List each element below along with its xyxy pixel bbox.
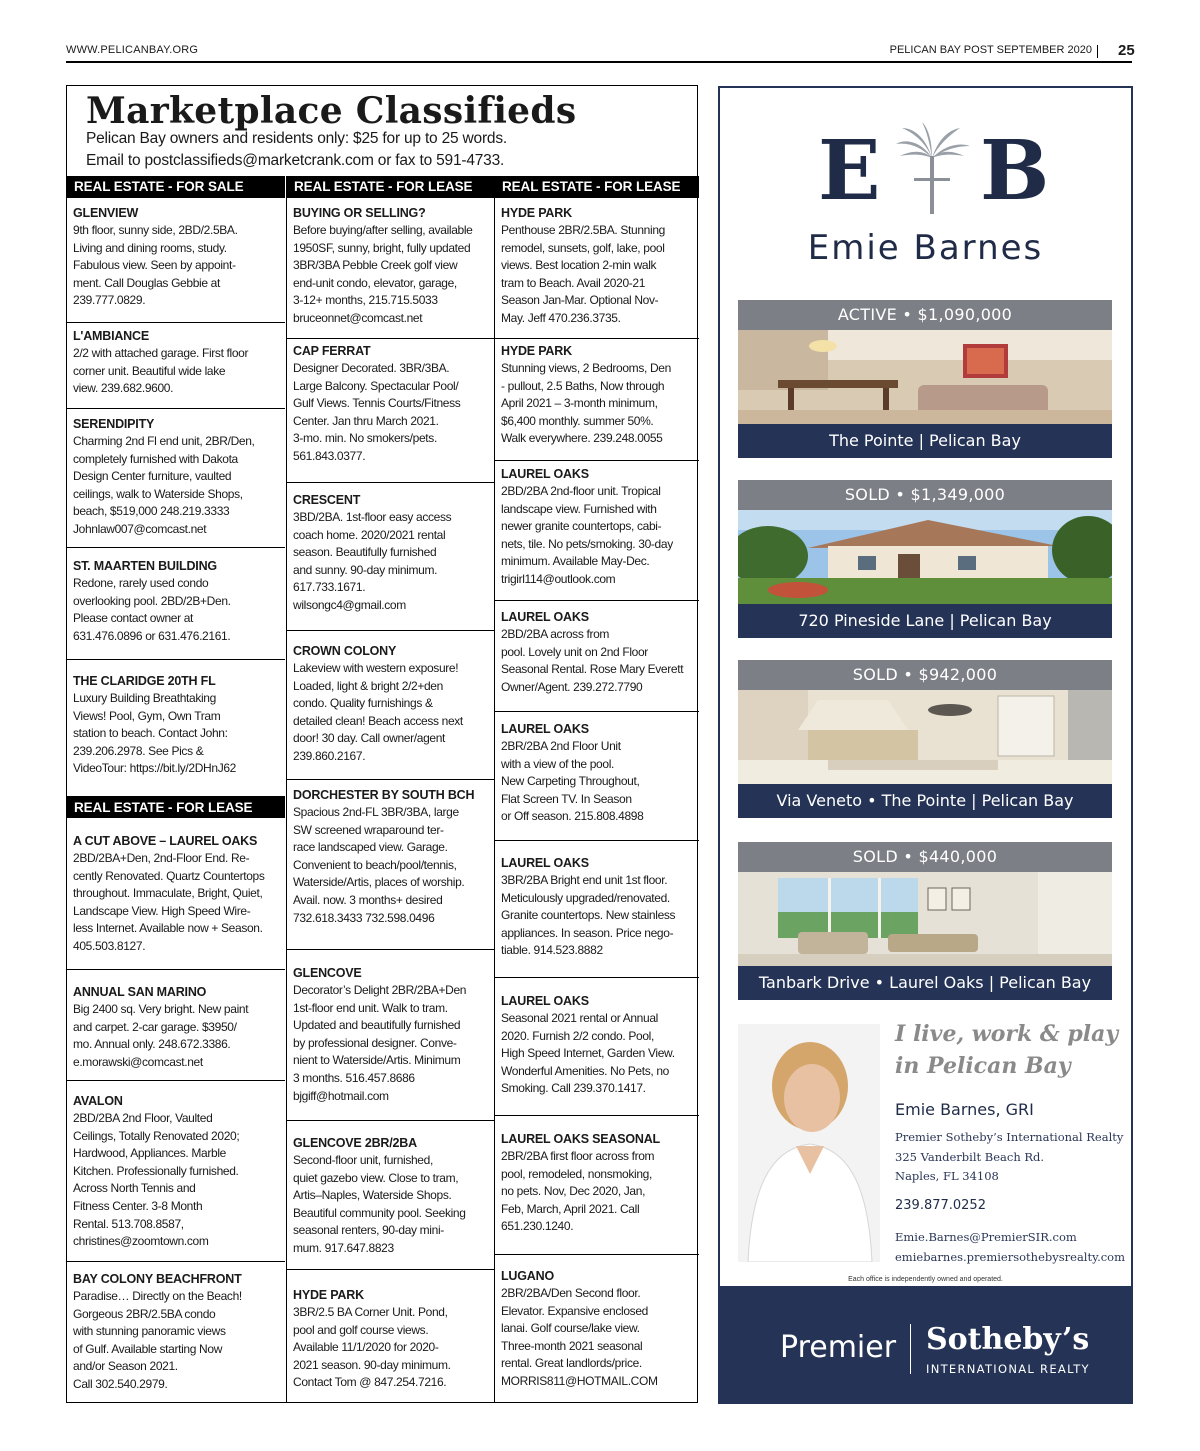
ad-title: LAUREL OAKS	[501, 467, 589, 481]
ad-body: Luxury Building Breathtaking Views! Pool, Gym, Own Tram station to beach. Contact John: 239.206.2978. See Pics & VideoTour: https://bit.ly/2DHnJ62	[73, 691, 236, 776]
ad-body: 3BR/2BA Bright end unit 1st floor. Meticulously upgraded/renovated. Granite countertops. New stainless appliances. In season. Price nego- tiable. 914.523.8882	[501, 873, 676, 958]
ad-body: Paradise… Directly on the Beach! Gorgeous 2BR/2.5BA condo with stunning panoramic views of Gulf. Available starting Now and/or Season 2021. Call 302.540.2979.	[73, 1289, 242, 1391]
listing-caption: The Pointe | Pelican Bay	[738, 424, 1112, 458]
ad-body: 9th floor, sunny side, 2BD/2.5BA. Living and dining rooms, study. Fabulous view. Seen by appoint- ment. Call Douglas Gebbie at 239.777.0829.	[73, 223, 238, 308]
ad-body: 2BR/2BA/Den Second floor. Elevator. Expansive enclosed lanai. Golf course/lake view. Three-month 2021 seasonal rental. Great landlords/price. MORRIS811@HOTMAIL.COM	[501, 1286, 658, 1388]
agent-address-city: Naples, FL 34108	[895, 1169, 999, 1183]
listing-card	[738, 300, 1112, 458]
ad-body: 2BD/2BA+Den, 2nd-Floor End. Re- cently Renovated. Quartz Countertops throughout. Immaculate, Bright, Quiet, Landscape View. High Speed Wire- less Internet. Available now + Season. 405.503.8127.	[73, 851, 265, 953]
lanai-photo	[738, 872, 1112, 966]
ad-body: Charming 2nd Fl end unit, 2BR/Den, completely furnished with Dakota Design Center furniture, vaulted ceilings, walk to Waterside Shops, beach, $519,000 248.219.3333 Johnlaw007@comcast.net	[73, 434, 255, 536]
classified-ad	[495, 1269, 699, 1391]
agent-phone: 239.877.0252	[895, 1198, 986, 1213]
classified-ad	[495, 206, 699, 328]
ad-title: CRESCENT	[293, 493, 361, 507]
ad-title: HYDE PARK	[501, 344, 572, 358]
ad-divider	[287, 482, 494, 483]
living-room-photo	[738, 330, 1112, 424]
ad-body: Decorator’s Delight 2BR/2BA+Den 1st-floor end unit. Walk to tram. Updated and beautifully furnished by professional designer. Conve- nient to Waterside/Artis. Minimum 3 months. 516.457.8686 bjgiff@hotmail.com	[293, 983, 467, 1103]
agent-company: Premier Sotheby’s International Realty	[895, 1130, 1124, 1144]
classified-ad	[495, 610, 699, 696]
listing-card	[738, 480, 1112, 638]
ad-body: 2/2 with attached garage. First floor corner unit. Beautiful wide lake view. 239.682.9600.	[73, 346, 249, 396]
classifieds-title: Marketplace Classifieds	[86, 90, 577, 132]
ad-title: LUGANO	[501, 1269, 554, 1283]
broker-disclaimer: Each office is independently owned and operated.	[848, 1276, 1003, 1283]
palm-tree-icon	[892, 122, 972, 214]
ad-divider	[287, 338, 494, 339]
brand-sothebys: Sotheby’s	[926, 1322, 1090, 1357]
ad-divider	[495, 977, 699, 978]
ad-title: THE CLARIDGE 20TH FL	[73, 674, 216, 688]
ad-divider	[287, 779, 494, 780]
ad-body: 3BR/2.5 BA Corner Unit. Pond, pool and golf course views. Available 11/1/2020 for 2020- 2021 season. 90-day minimum. Contact Tom @ 847.254.7216.	[293, 1305, 451, 1390]
ad-body: Designer Decorated. 3BR/3BA. Large Balcony. Spectacular Pool/ Gulf Views. Tennis Courts/Fitness Center. Jan thru March 2021. 3-mo. min. No smokers/pets. 561.843.0377.	[293, 361, 461, 463]
brokerage-logo-band	[720, 1286, 1131, 1402]
listing-caption: 720 Pineside Lane | Pelican Bay	[738, 604, 1112, 638]
classified-ad	[67, 206, 285, 310]
ad-divider	[495, 600, 699, 601]
ad-body: Seasonal 2021 rental or Annual 2020. Furnish 2/2 condo. Pool, High Speed Internet, Garden View. Wonderful Amenities. No Pets, no Smoking. Call 239.370.1417.	[501, 1011, 675, 1096]
ad-divider	[287, 630, 494, 631]
ad-title: LAUREL OAKS SEASONAL	[501, 1132, 660, 1146]
ad-title: ST. MAARTEN BUILDING	[73, 559, 217, 573]
ad-title: BAY COLONY BEACHFRONT	[73, 1272, 242, 1286]
classified-ad	[287, 966, 494, 1105]
ad-title: ANNUAL SAN MARINO	[73, 985, 207, 999]
classified-ad	[67, 329, 285, 398]
ad-body: Redone, rarely used condo overlooking pool. 2BD/2B+Den. Please contact owner at 631.476.0896 or 631.476.2161.	[73, 576, 231, 643]
ad-title: LAUREL OAKS	[501, 722, 589, 736]
house-exterior-photo	[738, 510, 1112, 604]
logo-monogram-e: E	[818, 123, 881, 219]
classifieds-contact: Email to postclassifieds@marketcrank.com or fax to 591-4733.	[86, 152, 505, 169]
page-number: 25	[1118, 42, 1135, 59]
tagline-line-2: in Pelican Bay	[895, 1053, 1071, 1079]
ad-body: 2BR/2BA 2nd Floor Unit with a view of the pool. New Carpeting Throughout, Flat Screen TV. In Season or Off season. 215.808.4898	[501, 739, 644, 824]
classified-ad	[287, 344, 494, 466]
ad-title: L'AMBIANCE	[73, 329, 149, 343]
classified-ad	[67, 985, 285, 1071]
ad-body: Second-floor unit, furnished, quiet gazebo view. Close to tram, Artis–Naples, Waterside Shops. Beautiful community pool. Seeking seasonal renters, 90-day mini- mum. 917.647.8823	[293, 1153, 466, 1255]
classified-ad	[287, 493, 494, 615]
listing-status: SOLD • $440,000	[738, 842, 1112, 872]
brand-premier: Premier	[780, 1330, 897, 1365]
ad-divider	[495, 1254, 699, 1255]
ad-title: LAUREL OAKS	[501, 610, 589, 624]
column-for-sale	[67, 176, 285, 1402]
ad-title: A CUT ABOVE – LAUREL OAKS	[73, 834, 258, 848]
publication-info: PELICAN BAY POST SEPTEMBER 2020	[889, 44, 1092, 56]
ad-title: DORCHESTER BY SOUTH BCH	[293, 788, 475, 802]
classifieds-subtitle: Pelican Bay owners and residents only: $25 for up to 25 words.	[86, 130, 507, 147]
ad-divider	[495, 711, 699, 712]
column-for-lease-1	[286, 176, 494, 1402]
classified-ad	[67, 559, 285, 645]
agent-email: Emie.Barnes@PremierSIR.com	[895, 1230, 1077, 1244]
ad-body: Lakeview with western exposure! Loaded, light & bright 2/2+den condo. Quality furnishings & detailed clean! Beach access next door! 30 day. Call owner/agent 239.860.2167.	[293, 661, 463, 763]
ad-divider	[287, 1269, 494, 1270]
ad-divider	[287, 1120, 494, 1121]
listing-status: SOLD • $942,000	[738, 660, 1112, 690]
realtor-advertisement	[718, 86, 1133, 1404]
listing-status: ACTIVE • $1,090,000	[738, 300, 1112, 330]
ad-divider	[67, 1080, 285, 1081]
header-rule	[66, 61, 1132, 63]
classified-ad	[67, 674, 285, 778]
classified-ad	[67, 1272, 285, 1394]
classified-ad	[287, 206, 494, 328]
ad-title: GLENVIEW	[73, 206, 139, 220]
site-url: WWW.PELICANBAY.ORG	[66, 44, 199, 56]
ad-divider	[495, 1115, 699, 1116]
agent-tagline	[895, 1018, 1118, 1082]
ad-title: GLENCOVE	[293, 966, 362, 980]
ad-body: Spacious 2nd-FL 3BR/3BA, large SW screened wraparound ter- race landscaped view. Garage. Convenient to beach/pool/tennis, Waterside/Artis, places of worship. Avail. now. 3 months+ desired 732.618.3433 732.598.0496	[293, 805, 465, 925]
ad-body: 3BD/2BA. 1st-floor easy access coach home. 2020/2021 rental season. Beautifully furnished and sunny. 90-day minimum. 617.733.1671. wilsongc4@gmail.com	[293, 510, 452, 612]
tagline-line-1: I live, work & play	[895, 1021, 1119, 1047]
marketplace-classifieds	[66, 85, 698, 1403]
ad-divider	[67, 322, 285, 323]
listing-card	[738, 842, 1112, 1000]
ad-body: Before buying/after selling, available 1950SF, sunny, bright, fully updated 3BR/3BA Pebble Creek golf view end-unit condo, elevator, garage, 3-12+ months, 215.715.5033 bruceonnet@comcast.net	[293, 223, 473, 325]
ad-body: Penthouse 2BR/2.5BA. Stunning remodel, sunsets, golf, lake, pool views. Best location 2-min walk tram to Beach. Avail 2020-21 Season Jan-Mar. Optional Nov- May. Jeff 470.236.3735.	[501, 223, 665, 325]
logo-monogram-b: B	[980, 123, 1050, 219]
classified-ad	[495, 856, 699, 960]
ad-divider	[67, 547, 285, 548]
classified-ad	[495, 722, 699, 826]
ad-divider	[67, 1261, 285, 1262]
header-divider	[1097, 45, 1098, 58]
section-heading-for-lease: REAL ESTATE - FOR LEASE	[287, 176, 494, 198]
ad-divider	[287, 949, 494, 950]
agent-website: emiebarnes.premiersothebysrealty.com	[895, 1250, 1125, 1264]
agent-address-street: 325 Vanderbilt Beach Rd.	[895, 1150, 1045, 1164]
listing-caption: Via Veneto • The Pointe | Pelican Bay	[738, 784, 1112, 818]
ad-title: CROWN COLONY	[293, 644, 397, 658]
column-for-lease-2	[494, 176, 699, 1402]
ad-title: AVALON	[73, 1094, 123, 1108]
ad-title: CAP FERRAT	[293, 344, 371, 358]
ad-title: SERENDIPITY	[73, 417, 155, 431]
ad-divider	[495, 840, 699, 841]
ad-body: Big 2400 sq. Very bright. New paint and carpet. 2-car garage. $3950/ mo. Annual only. 248.672.3386. e.morawski@comcast.net	[73, 1002, 249, 1069]
classified-ad	[287, 644, 494, 766]
classified-ad	[495, 344, 699, 448]
ad-title: HYDE PARK	[293, 1288, 364, 1302]
listing-card	[738, 660, 1112, 818]
ad-divider	[67, 408, 285, 409]
agent-name: Emie Barnes, GRI	[895, 1100, 1034, 1119]
ad-title: GLENCOVE 2BR/2BA	[293, 1136, 417, 1150]
ad-divider	[495, 460, 699, 461]
ad-title: LAUREL OAKS	[501, 856, 589, 870]
classified-ad	[495, 467, 699, 589]
ad-title: HYDE PARK	[501, 206, 572, 220]
logo-wordmark: Emie Barnes	[807, 228, 1044, 268]
ad-body: 2BD/2BA 2nd Floor, Vaulted Ceilings, Totally Renovated 2020; Hardwood, Appliances. Marble Kitchen. Professionally furnished. Across North Tennis and Fitness Center. 3-8 Month Rental. 513.708.8587, christines@zoomtown.com	[73, 1111, 240, 1249]
classified-ad	[287, 788, 494, 927]
ad-divider	[495, 338, 699, 339]
classified-ad	[67, 834, 285, 956]
section-heading-for-lease: REAL ESTATE - FOR LEASE	[495, 176, 699, 198]
classified-ad	[495, 994, 699, 1098]
classified-ad	[495, 1132, 699, 1236]
ad-title: BUYING OR SELLING?	[293, 206, 426, 220]
brand-divider	[910, 1324, 911, 1374]
classified-ad	[287, 1288, 494, 1392]
ad-divider	[67, 969, 285, 970]
classified-ad	[287, 1136, 494, 1258]
section-heading-for-lease: REAL ESTATE - FOR LEASE	[67, 796, 285, 818]
ad-body: 2BD/2BA across from pool. Lovely unit on 2nd Floor Seasonal Rental. Rose Mary Everett Owner/Agent. 239.272.7790	[501, 627, 684, 694]
brand-international-realty: INTERNATIONAL REALTY	[926, 1362, 1090, 1376]
ad-divider	[67, 659, 285, 660]
listing-status: SOLD • $1,349,000	[738, 480, 1112, 510]
kitchen-photo	[738, 690, 1112, 784]
listing-caption: Tanbark Drive • Laurel Oaks | Pelican Bay	[738, 966, 1112, 1000]
ad-title: LAUREL OAKS	[501, 994, 589, 1008]
ad-body: Stunning views, 2 Bedrooms, Den - pullout, 2.5 Baths, Now through April 2021 – 3-month minimum, $6,400 monthly. summer 50%. Walk everywhere. 239.248.0055	[501, 361, 671, 446]
classified-ad	[67, 417, 285, 539]
ad-body: 2BR/2BA first floor across from pool, remodeled, nonsmoking, no pets. Nov, Dec 2020, Jan, Feb, March, April 2021. Call 651.230.1240.	[501, 1149, 655, 1234]
ad-body: 2BD/2BA 2nd-floor unit. Tropical landscape view. Furnished with newer granite countertops, cabi- nets, tile. No pets/smoking. 30-day minimum. Available May-Dec. trigirl114@outlook.com	[501, 484, 673, 586]
section-heading-for-sale: REAL ESTATE - FOR SALE	[67, 176, 285, 198]
classified-ad	[67, 1094, 285, 1251]
agent-portrait-photo	[738, 1024, 880, 1262]
